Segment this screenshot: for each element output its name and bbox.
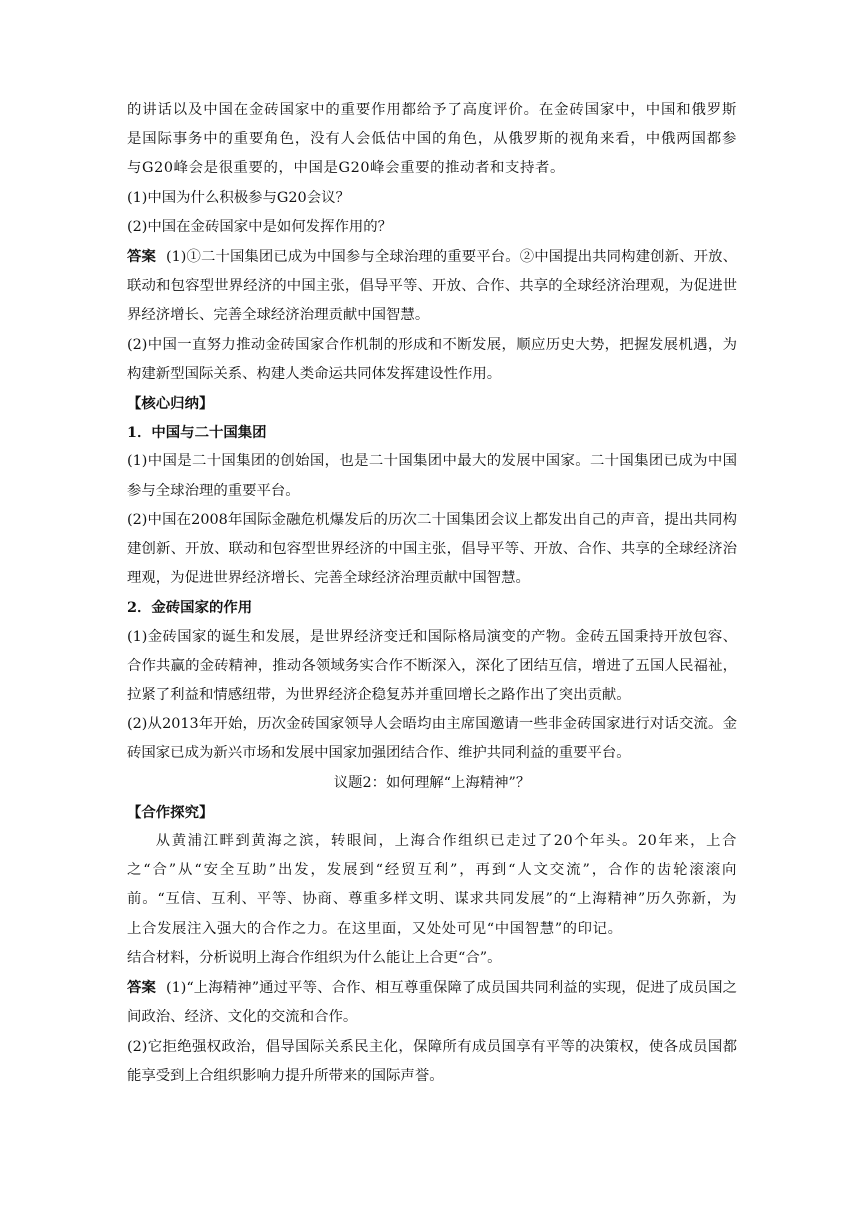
topic-2-material: 从黄浦江畔到黄海之滨，转眼间，上海合作组织已走过了20个年头。20年来，上合之“合”从“安全互助”出发，发展到“经贸互利”，再到“人文交流”，合作的齿轮滚滚向前。“互信、互利、平等、协商、尊重多样文明、谋求共同发展”的“上海精神”历久弥新，为上合发展注入强大的合作之力。在这里面，又处处可见“中国智慧”的印记。 (127, 833, 737, 937)
explore-heading: 【合作探究】 (127, 803, 214, 821)
topic-2-title: 议题2：如何理解“上海精神”？ (333, 774, 531, 791)
answer-label-2: 答案 (127, 979, 156, 997)
question-2: (2)中国在金砖国家中是如何发挥作用的？ (127, 218, 393, 235)
answer-1-part-2: (2)中国一直努力推动金砖国家合作机制的形成和不断发展，顺应历史大势，把握发展机遇，为构建新型国际关系、构建人类命运共同体发挥建设性作用。 (127, 336, 737, 382)
answer-block-2 (127, 973, 737, 1032)
question-1: (1)中国为什么积极参与G20会议？ (127, 189, 350, 206)
section-1-item-2: (2)中国在2008年国际金融危机爆发后的历次二十国集团会议上都发出自己的声音，提出共同构建创新、开放、联动和包容型世界经济的中国主张，倡导平等、开放、合作、共享的全球经济治理观，为促进世界经济增长、完善全球经济治理贡献中国智慧。 (127, 511, 737, 587)
section-1-item-1: (1)中国是二十国集团的创始国，也是二十国集团中最大的发展中国家。二十国集团已成为中国参与全球治理的重要平台。 (127, 453, 737, 499)
summary-heading: 【核心归纳】 (127, 395, 214, 413)
intro-material: 的讲话以及中国在金砖国家中的重要作用都给予了高度评价。在金砖国家中，中国和俄罗斯是国际事务中的重要角色，没有人会低估中国的角色，从俄罗斯的视角来看，中俄两国都参与G20峰会是很重要的，中国是G20峰会重要的推动者和支持者。 (127, 102, 737, 177)
answer-2-part-2: (2)它拒绝强权政治，倡导国际关系民主化，保障所有成员国享有平等的决策权，使各成员国都能享受到上合组织影响力提升所带来的国际声誉。 (127, 1038, 737, 1084)
section-1-title: 1．中国与二十国集团 (127, 424, 267, 442)
section-2-title: 2．金砖国家的作用 (127, 599, 253, 617)
answer-2-part-1: (1)“上海精神”通过平等、合作、相互尊重保障了成员国共同利益的实现，促进了成员国之间政治、经济、文化的交流和合作。 (127, 980, 737, 1026)
answer-1-part-1: (1)①二十国集团已成为中国参与全球治理的重要平台。②中国提出共同构建创新、开放、联动和包容型世界经济的中国主张，倡导平等、开放、合作、共享的全球经济治理观，为促进世界经济增长、完善全球经济治理贡献中国智慧。 (127, 249, 737, 324)
answer-label: 答案 (127, 248, 156, 266)
topic-2-question: 结合材料，分析说明上海合作组织为什么能让上合更“合”。 (127, 949, 502, 966)
document-page (127, 96, 737, 1091)
section-2-item-2: (2)从2013年开始，历次金砖国家领导人会晤均由主席国邀请一些非金砖国家进行对话交流。金砖国家已成为新兴市场和发展中国家加强团结合作、维护共同利益的重要平台。 (127, 716, 737, 762)
section-2-item-1: (1)金砖国家的诞生和发展，是世界经济变迁和国际格局演变的产物。金砖五国秉持开放包容、合作共赢的金砖精神，推动各领域务实合作不断深入，深化了团结互信，增进了五国人民福祉，拉紧了利益和情感纽带，为世界经济企稳复苏并重回增长之路作出了突出贡献。 (127, 628, 737, 704)
answer-block-1 (127, 242, 737, 331)
